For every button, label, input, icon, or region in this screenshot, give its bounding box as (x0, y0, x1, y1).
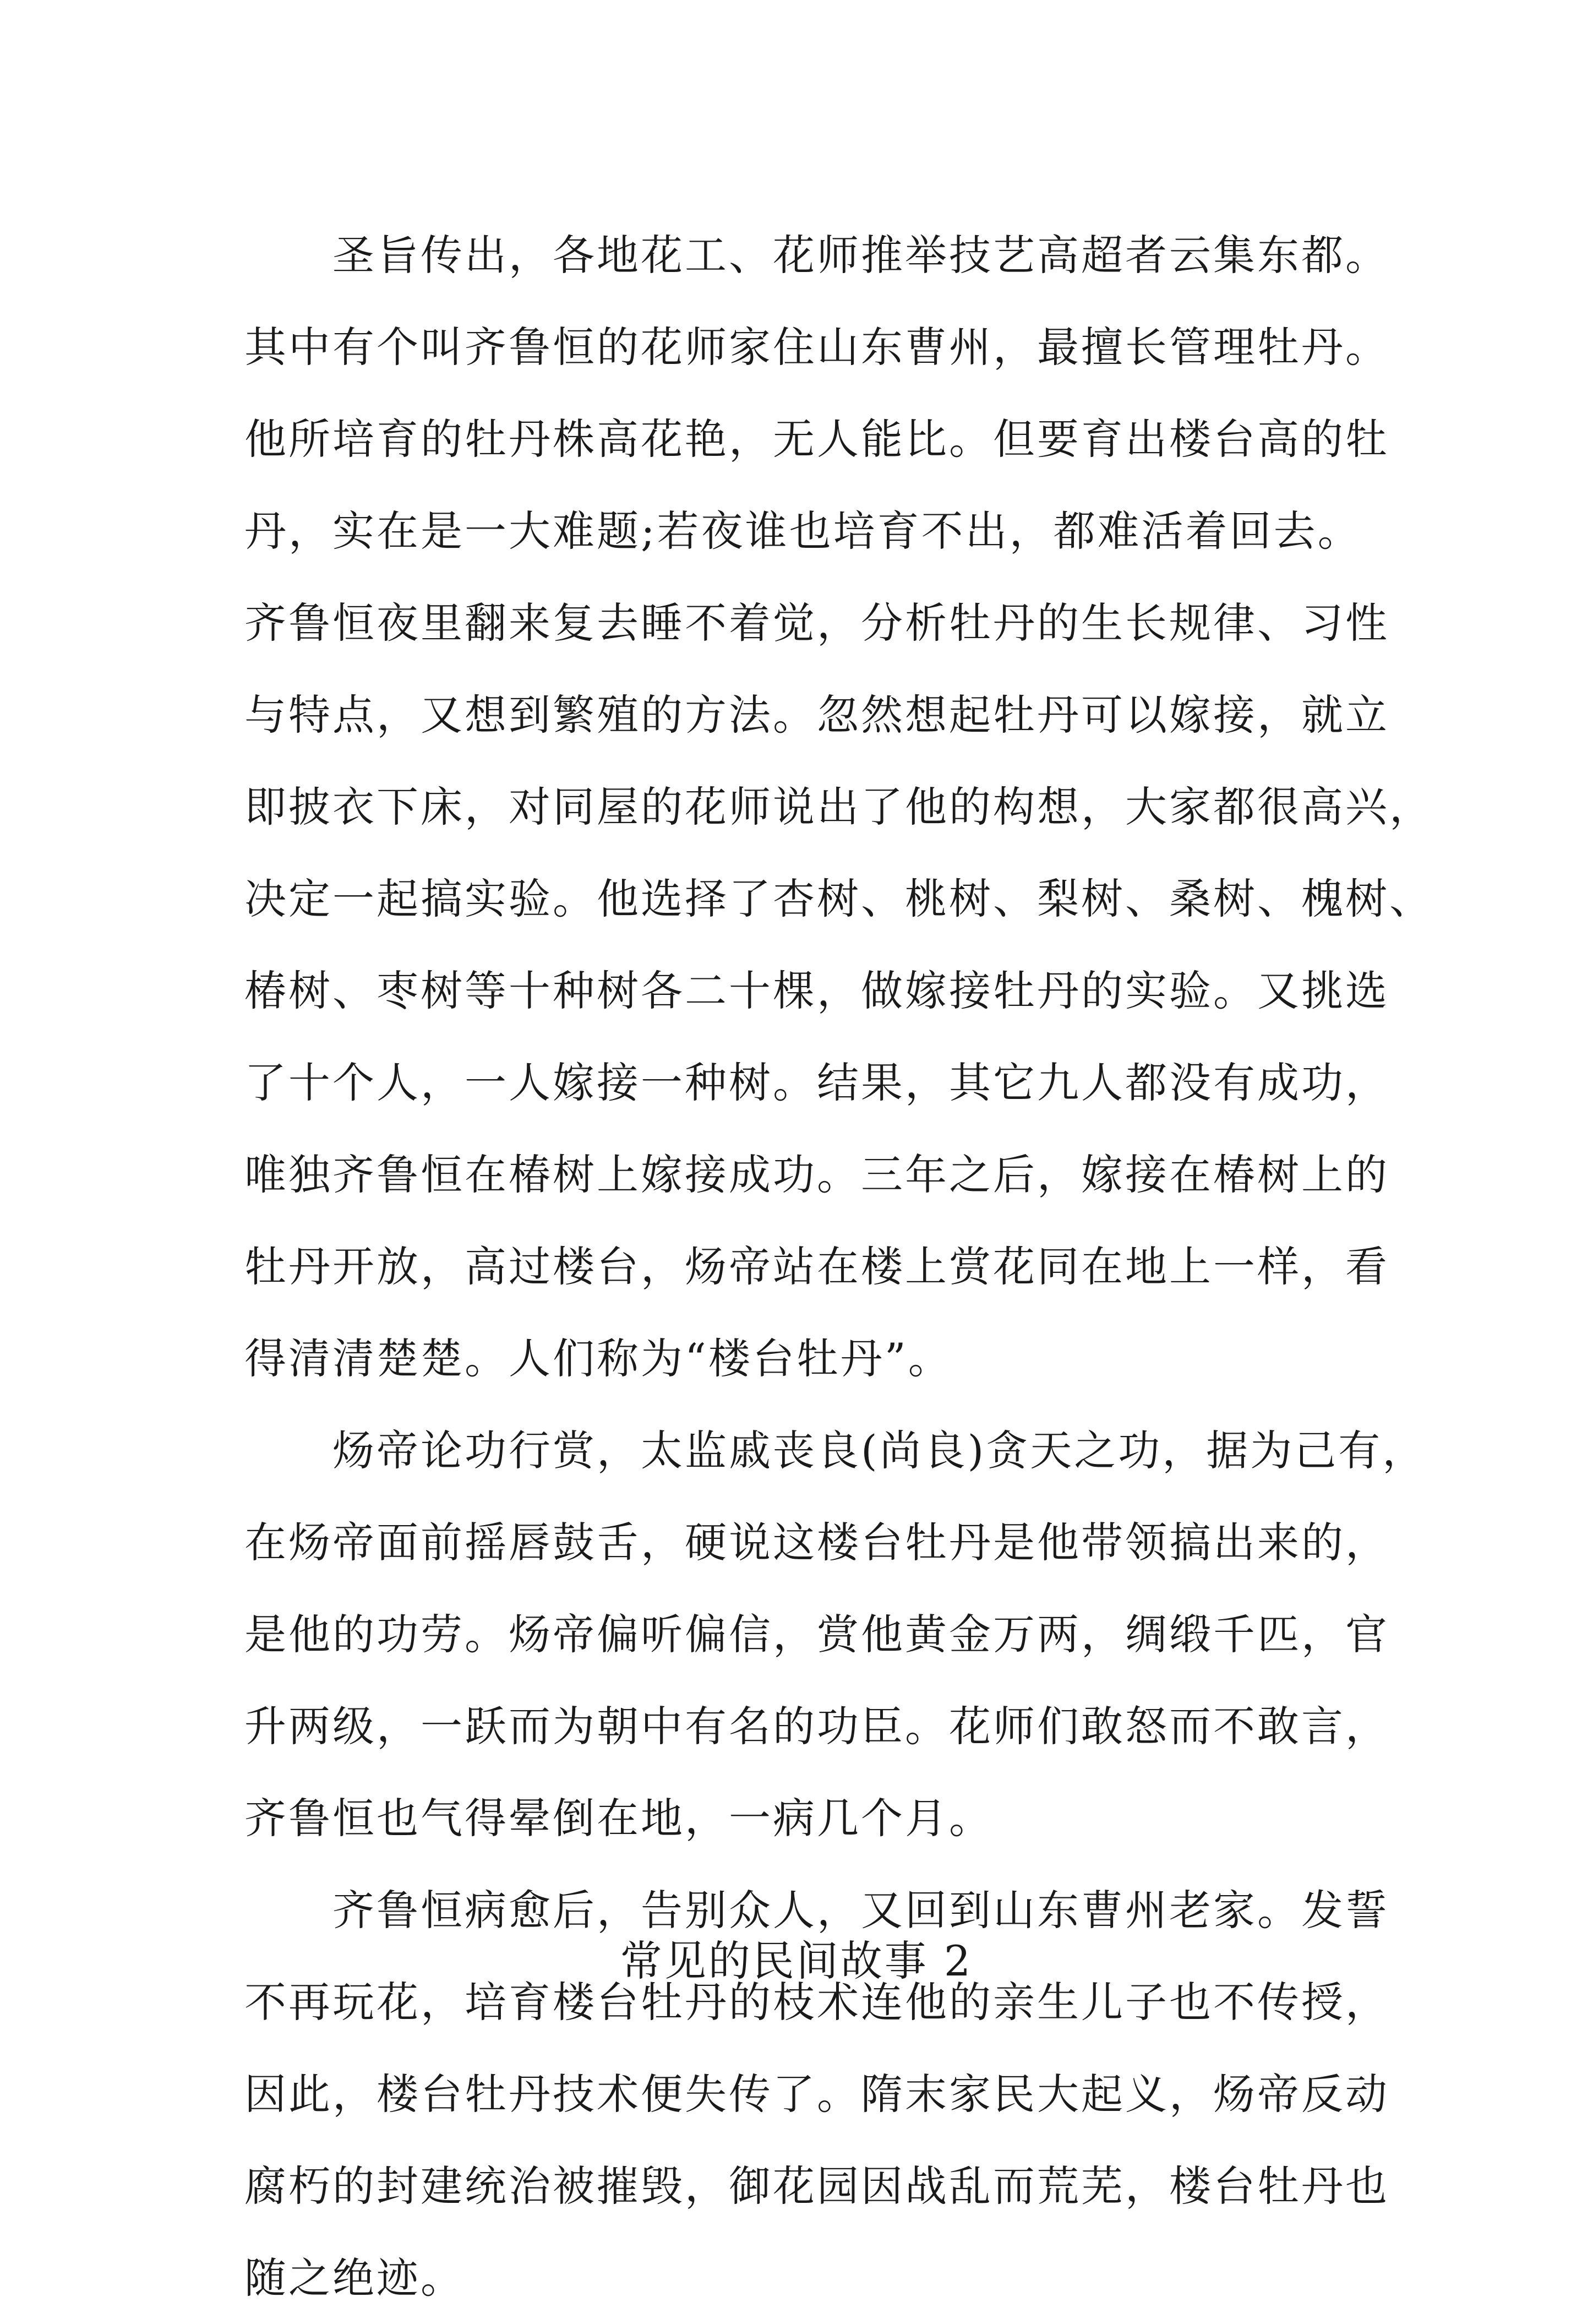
text-line: 不再玩花，培育楼台牡丹的枝术连他的亲生儿子也不传授， (244, 1978, 1389, 2027)
paragraph-2 (244, 1405, 1427, 1864)
text-line: 在炀帝面前摇唇鼓舌，硬说这楼台牡丹是他带领搞出来的， (244, 1518, 1389, 1567)
text-line: 椿树、枣树等十种树各二十棵，做嫁接牡丹的实验。又挑选 (244, 966, 1389, 1015)
text-line: 决定一起搞实验。他选择了杏树、桃树、梨树、桑树、槐树、 (244, 874, 1433, 923)
paragraph-1 (244, 209, 1433, 1405)
text-line: 升两级，一跃而为朝中有名的功臣。花师们敢怒而不敢言， (244, 1702, 1389, 1751)
text-line: 齐鲁恒也气得晕倒在地，一病几个月。 (244, 1794, 993, 1843)
text-line: 唯独齐鲁恒在椿树上嫁接成功。三年之后，嫁接在椿树上的 (244, 1150, 1389, 1199)
text-line: 他所培育的牡丹株高花艳，无人能比。但要育出楼台高的牡 (244, 415, 1389, 464)
text-line: 牡丹开放，高过楼台，炀帝站在楼上赏花同在地上一样，看 (244, 1242, 1389, 1291)
story-body (244, 209, 1433, 2324)
text-line: 得清清楚楚。人们称为“楼台牡丹”。 (244, 1334, 952, 1383)
text-line: 随之绝迹。 (244, 2254, 465, 2303)
text-line: 圣旨传出，各地花工、花师推举技艺高超者云集东都。 (244, 231, 1389, 280)
text-line: 齐鲁恒病愈后，告别众人，又回到山东曹州老家。发誓 (244, 1886, 1389, 1935)
text-line: 是他的功劳。炀帝偏听偏信，赏他黄金万两，绸缎千匹，官 (244, 1610, 1389, 1659)
section-heading: 常见的民间故事 2 (620, 1936, 973, 1985)
text-line: 因此，楼台牡丹技术便失传了。隋末家民大起义，炀帝反动 (244, 2070, 1389, 2119)
text-line: 齐鲁恒夜里翻来复去睡不着觉，分析牡丹的生长规律、习性 (244, 598, 1389, 647)
text-line: 其中有个叫齐鲁恒的花师家住山东曹州，最擅长管理牡丹。 (244, 323, 1389, 372)
text-line: 了十个人，一人嫁接一种树。结果，其它九人都没有成功， (244, 1058, 1389, 1107)
text-line: 丹，实在是一大难题;若夜谁也培育不出，都难活着回去。 (244, 507, 1362, 556)
text-line: 与特点，又想到繁殖的方法。忽然想起牡丹可以嫁接，就立 (244, 690, 1389, 739)
text-line: 炀帝论功行赏，太监戚丧良(尚良)贪天之功，据为己有， (244, 1426, 1427, 1475)
text-line: 腐朽的封建统治被摧毁，御花园因战乱而荒芜，楼台牡丹也 (244, 2162, 1389, 2211)
text-line: 即披衣下床，对同屋的花师说出了他的构想，大家都很高兴， (244, 782, 1433, 831)
